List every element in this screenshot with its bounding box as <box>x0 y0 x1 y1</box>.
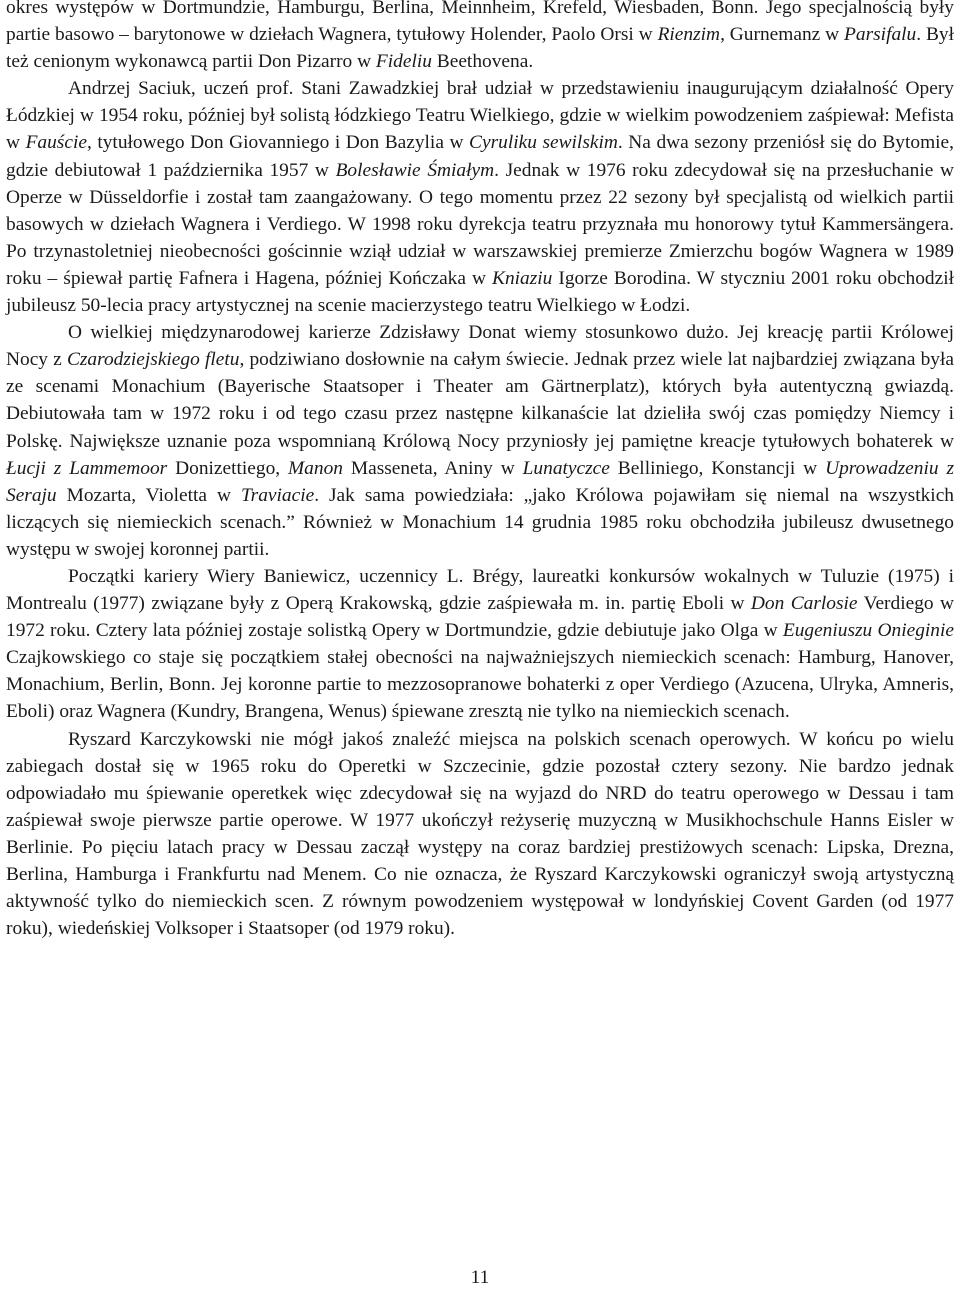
italic-title: Lunatyczce <box>522 457 610 479</box>
italic-title: Parsifalu <box>844 24 917 46</box>
italic-title: Manon <box>288 457 343 479</box>
text-run: Igorze Borodina. W styczniu 2001 roku obchodził jubileusz 50-lecia pracy artystycznej na scenie macierzystego teatru Wielkiego w Łodzi. <box>6 267 954 317</box>
text-run: Masseneta, Aniny w <box>342 457 523 479</box>
paragraph <box>6 726 954 943</box>
text-run: , tytułowego Don Giovanniego i Don Bazylia w <box>86 132 470 154</box>
italic-title: Fauście <box>25 132 87 154</box>
text-run: . Był też cenionym wykonawcą partii Don Pizarro w <box>6 24 954 73</box>
italic-title: Rienzim <box>657 24 721 46</box>
italic-title: Cyruliku sewilskim <box>469 132 618 154</box>
italic-title: Traviacie <box>240 484 315 506</box>
text-run: Czajkowskiego co staje się początkiem stałej obecności na najważniejszych niemieckich scenach: Hamburg, Hanover, Monachium, Berlin, Bonn. Jej koronne partie to mezzosopranowe bohaterki z oper Verdiego (Azucena, Ulryka, Amneris, Eboli) oraz Wagnera (Kundry, Brangena, Wenus) śpiewane zresztą nie tylko na niemieckich scenach. <box>6 647 954 723</box>
text-run: Donizettiego, <box>167 457 289 479</box>
italic-title: Fideliu <box>375 51 432 73</box>
paragraph <box>6 0 954 75</box>
page-number: 11 <box>470 1267 490 1288</box>
text-run: , podziwiano dosłownie na całym świecie. Jednak przez wiele lat najbardziej związana była ze scenami Monachium (Bayerische Staatsoper i Theater am Gärtnerplatz), których była autentyczną gwiazdą. Debiutowała tam w 1972 roku i od tego czasu przez następne kilkanaście lat dzieliła swój czas pomiędzy Niemcy i Polskę. Największe uznanie poza wspomnianą Królową Nocy przyniosły jej pamiętne kreacje tytułowych bohaterek w <box>6 349 954 452</box>
italic-title: Uprowadzeniu z Seraju <box>6 457 955 506</box>
italic-title: Czarodziejskiego fletu <box>66 349 240 371</box>
text-run: Początki kariery Wiery Baniewicz, uczennicy L. Brégy, laureatki konkursów wokalnych w Tuluzie (1975) i Montrealu (1977) związane były z Operą Krakowską, gdzie zaśpiewała m. in. partię Eboli w <box>6 565 954 615</box>
text-run: Verdiego w 1972 roku. Cztery lata później zostaje solistką Opery w Dortmundzie, gdzie debiutuje jako Olga w <box>6 593 954 642</box>
italic-title: Łucji z Lammemoor <box>6 457 168 479</box>
text-run: . Jednak w 1976 roku zdecydował się na przesłuchanie w Operze w Düsseldorfie i został tam zaangażowany. O tego momentu przez 22 sezony był specjalistą od wielkich partii basowych w dziełach Wagnera i Verdiego. W 1998 roku dyrekcja teatru przyznała mu honorowy tytuł Kammersängera. Po trzynastoletniej nieobecności gościnnie wziął udział w warszawskiej premierze Zmierzchu bogów Wagnera w 1989 roku – śpiewał partię Fafnera i Hagena, później Kończaka w <box>6 159 955 289</box>
text-body <box>6 0 954 942</box>
text-run: Andrzej Saciuk, uczeń prof. Stani Zawadzkiej brał udział w przedstawieniu inaugurującym działalność Opery Łódzkiej w 1954 roku, później był solistą łódzkiego Teatru Wielkiego, gdzie w wielkim powodzeniem zaśpiewał: Mefista w <box>6 78 954 154</box>
italic-title: Don Carlosie <box>750 593 858 615</box>
text-run: . Na dwa sezony przeniósł się do Bytomie, gdzie debiutował 1 października 1957 w <box>6 132 955 181</box>
text-run: , Gurnemanz w <box>720 24 845 46</box>
text-run: Belliniego, Konstancji w <box>609 457 826 479</box>
italic-title: Eugeniuszu Onieginie <box>782 620 954 642</box>
text-run: . Jak sama powiedziała: „jako Królowa pojawiłam się niemal na wszystkich liczących się niemieckich scenach.” Również w Monachium 14 grudnia 1985 roku obchodziła jubileusz dwusetnego występu w swojej koronnej partii. <box>6 484 954 560</box>
paragraph <box>6 75 954 319</box>
paragraph <box>6 319 954 563</box>
text-run: Mozarta, Violetta w <box>56 484 241 506</box>
text-run: Beethovena. <box>431 51 534 73</box>
text-run: okres występów w Dortmundzie, Hamburgu, Berlina, Meinnheim, Krefeld, Wiesbaden, Bonn. Jego specjalnością były partie basowo – barytonowe w dziełach Wagnera, tytułowy Holender, Paolo Orsi w <box>6 0 954 46</box>
text-run: O wielkiej międzynarodowej karierze Zdzisławy Donat wiemy stosunkowo dużo. Jej kreację partii Królowej Nocy z <box>6 322 954 371</box>
italic-title: Kniaziu <box>492 267 553 289</box>
paragraph <box>6 563 954 726</box>
italic-title: Bolesławie Śmiałym <box>335 159 495 181</box>
text-run: Ryszard Karczykowski nie mógł jakoś znaleźć miejsca na polskich scenach operowych. W końcu po wielu zabiegach dostał się w 1965 roku do Operetki w Szczecinie, gdzie pozostał cztery sezony. Nie bardzo jednak odpowiadało mu śpiewanie operetkek więc zdecydował się na wyjazd do NRD do teatru operowego w Dessau i tam zaśpiewał swoje pierwsze partie operowe. W 1977 ukończył reżyserię muzyczną w Musikhochschule Hanns Eisler w Berlinie. Po pięciu latach pracy w Dessau zaczął występy na coraz bardziej prestiżowych scenach: Lipska, Drezna, Berlina, Hamburga i Frankfurtu nad Menem. Co nie oznacza, że Ryszard Karczykowski ograniczył swoją artystyczną aktywność tylko do niemieckich scen. Z równym powodzeniem występował w londyńskiej Covent Garden (od 1977 roku), wiedeńskiej Volksoper i Staatsoper (od 1979 roku). <box>6 728 954 940</box>
